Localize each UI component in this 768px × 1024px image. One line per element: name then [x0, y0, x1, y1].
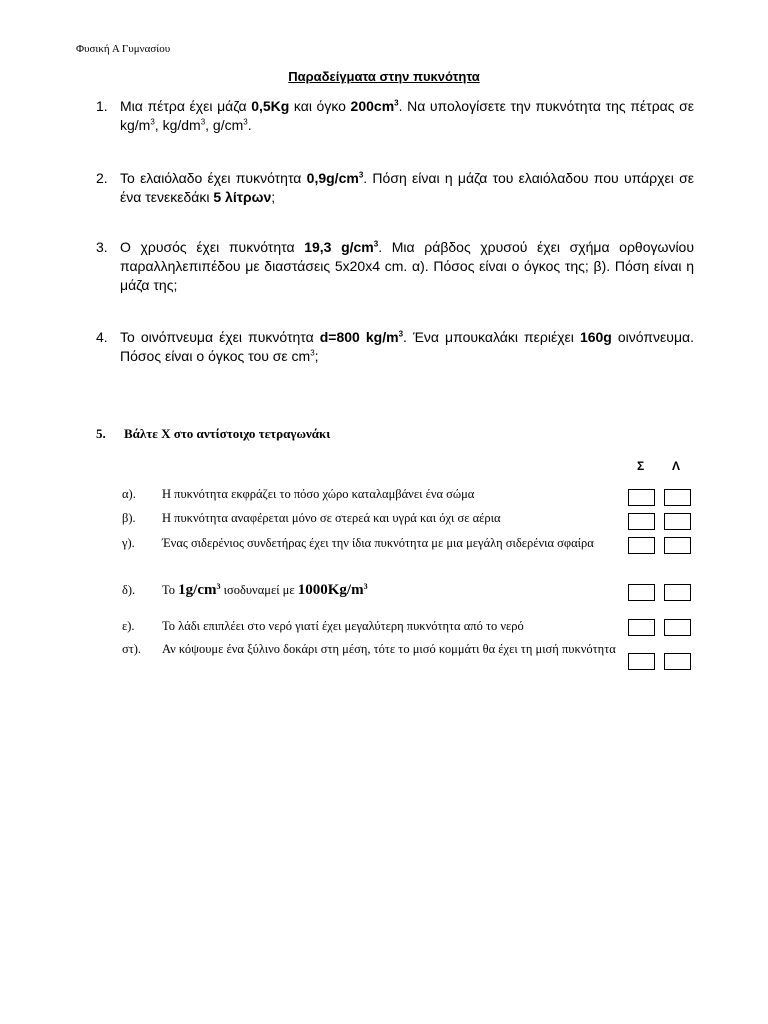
statement-label: στ). — [122, 642, 142, 656]
answer-box-d-true[interactable] — [628, 584, 655, 601]
statement-label: ε). — [122, 619, 135, 633]
statement-f — [122, 640, 617, 659]
statement-e — [122, 617, 617, 636]
question-number: 3. — [96, 239, 108, 255]
statement-label: α). — [122, 487, 136, 501]
answer-box-e-true[interactable] — [628, 619, 655, 636]
question-number: 5. — [96, 426, 106, 441]
question-3 — [96, 238, 694, 295]
column-header-false: Λ — [672, 459, 681, 473]
statement-text: Αν κόψουμε ένα ξύλινο δοκάρι στη μέση, τότε το μισό κομμάτι θα έχει τη μισή πυκνότητα — [162, 642, 616, 656]
question-number: 2. — [96, 170, 108, 186]
question-text: Βάλτε Χ στο αντίστοιχο τετραγωνάκι — [124, 426, 331, 441]
question-4 — [96, 328, 694, 366]
statement-a — [122, 485, 617, 504]
statement-text: Το λάδι επιπλέει στο νερό γιατί έχει μεγαλύτερη πυκνότητα από το νερό — [162, 619, 524, 633]
question-text: Μια πέτρα έχει μάζα 0,5Kg και όγκο $200cm^3$. Να υπολογίσετε την πυκνότητα της πέτρας σε $kg/m^3$, $kg/dm^3$, $g/cm^3$. — [120, 98, 694, 133]
answer-box-c-false[interactable] — [664, 537, 691, 554]
statement-label: γ). — [122, 536, 135, 550]
statement-d — [122, 581, 617, 600]
statement-label: δ). — [122, 583, 136, 597]
question-number: 1. — [96, 98, 108, 114]
page-title: Παραδείγματα στην πυκνότητα — [288, 69, 480, 84]
statement-text: Η πυκνότητα αναφέρεται μόνο σε στερεά και υγρά και όχι σε αέρια — [162, 511, 501, 525]
question-1 — [96, 97, 694, 135]
question-number: 4. — [96, 329, 108, 345]
statement-c — [122, 534, 617, 553]
answer-box-a-false[interactable] — [664, 489, 691, 506]
answer-box-c-true[interactable] — [628, 537, 655, 554]
question-text: Το ελαιόλαδο έχει πυκνότητα $0,9g/cm^3$. Πόση είναι η μάζα του ελαιόλαδου που υπάρχει σε ένα τενεκεδάκι 5 λίτρων; — [120, 170, 694, 205]
statement-b — [122, 509, 617, 528]
statement-text: Το $1g/cm^3$ ισοδυναμεί με $1000Kg/m^3$ — [162, 581, 368, 598]
question-2 — [96, 169, 694, 207]
statement-label: β). — [122, 511, 136, 525]
question-text: Ο χρυσός έχει πυκνότητα 19,3 $g/cm^3$. Μια ράβδος χρυσού έχει σχήμα ορθογωνίου παραλληλεπιπέδου με διαστάσεις 5x20x4 cm. α). Πόσος είναι ο όγκος της; β). Πόση είναι η μάζα της; — [120, 239, 694, 293]
page-header: Φυσική Α Γυμνασίου — [76, 43, 171, 55]
statement-text: Η πυκνότητα εκφράζει το πόσο χώρο καταλαμβάνει ένα σώμα — [162, 487, 475, 501]
answer-box-f-false[interactable] — [664, 653, 691, 670]
answer-box-d-false[interactable] — [664, 584, 691, 601]
answer-box-b-true[interactable] — [628, 513, 655, 530]
answer-box-a-true[interactable] — [628, 489, 655, 506]
question-text: Το οινόπνευμα έχει πυκνότητα d=800 $kg/m^3$. Ένα μπουκαλάκι περιέχει 160g οινόπνευμα. Πόσος είναι ο όγκος του σε $cm^3$; — [120, 329, 694, 364]
column-header-true: Σ — [637, 459, 645, 473]
answer-box-f-true[interactable] — [628, 653, 655, 670]
answer-box-b-false[interactable] — [664, 513, 691, 530]
statement-text: Ένας σιδερένιος συνδετήρας έχει την ίδια πυκνότητα με μια μεγάλη σιδερένια σφαίρα — [162, 536, 594, 550]
answer-box-e-false[interactable] — [664, 619, 691, 636]
question-5-heading — [96, 426, 330, 442]
